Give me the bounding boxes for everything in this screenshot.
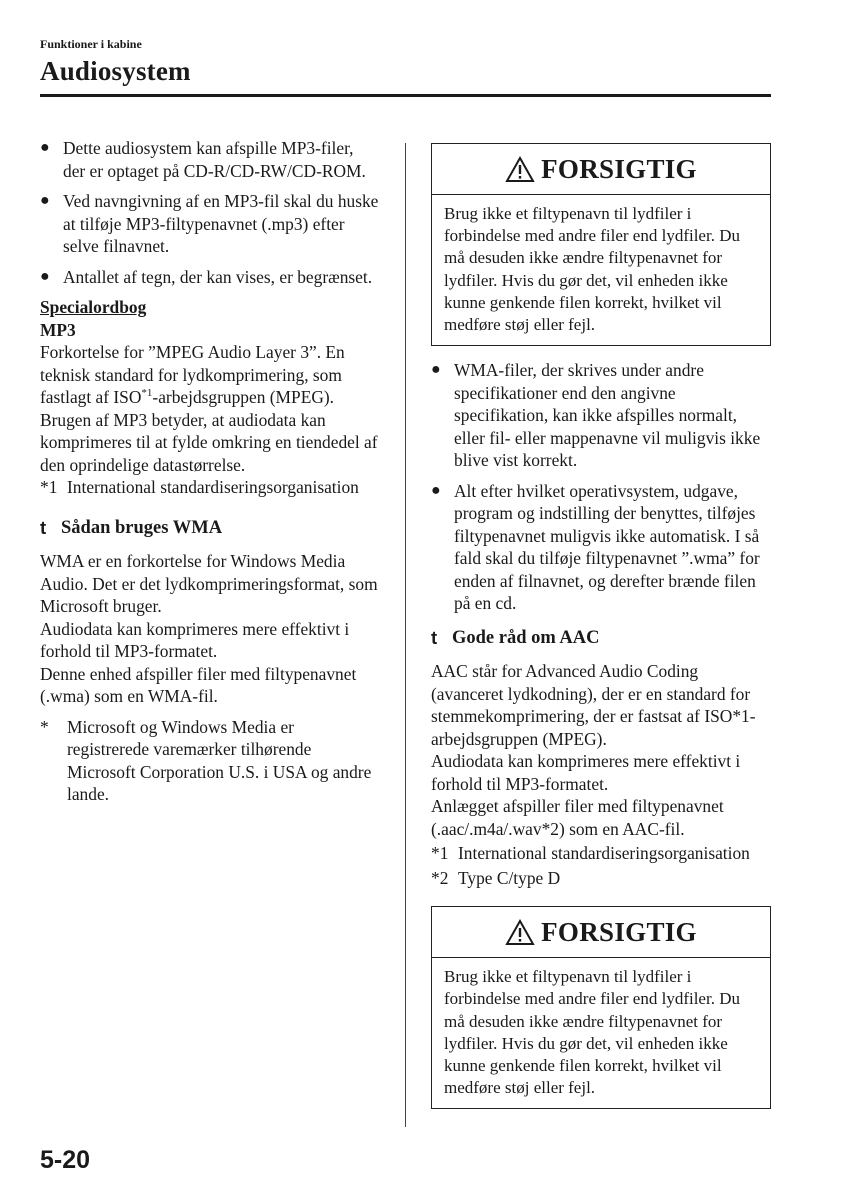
right-bullet-list	[431, 359, 771, 615]
aac-paragraph: AAC står for Advanced Audio Coding (avanceret lydkodning), der er en standard for stemmekomprimering, der er fastsat af ISO*1-arbejdsgruppen (MPEG).	[431, 661, 756, 749]
footnote-iso	[40, 476, 380, 499]
footnote-marker: *1	[40, 477, 58, 497]
caution-header	[432, 144, 770, 195]
glossary-heading: Specialordbog	[40, 297, 147, 317]
page-title: Audiosystem	[40, 56, 191, 86]
section-label: Funktioner i kabine	[40, 37, 142, 51]
caution-body	[432, 195, 770, 345]
left-column	[40, 137, 380, 806]
footnote-type	[431, 867, 771, 890]
footnote-marker: *1	[431, 843, 449, 864]
bullet-dot-icon: ●	[431, 481, 441, 499]
footnote-ref: *1	[141, 387, 153, 400]
page-number: 5-20	[40, 1146, 91, 1174]
caution-box	[431, 143, 771, 346]
list-item: ● Ved navngivning af en MP3-fil skal du huske at tilføje MP3-filtypenavnet (.mp3) efter selve filnavnet.	[40, 191, 379, 256]
footnote-iso	[431, 842, 771, 865]
list-item: ● Alt efter hvilket operativsystem, udgave, program og indstilling der benyttes, tilføjes filtypenavnet muligvis ikke automatisk. I så fald skal du tilføje filtypenavnet ”.wma” for enden af filnavnet, og derefter brænde filen på en cd.	[431, 480, 760, 614]
wma-paragraph: WMA er en forkortelse for Windows Media Audio. Det er det lydkomprimeringsformat, som Microsoft bruger.	[40, 551, 378, 616]
section-marker: t	[40, 516, 47, 538]
footnote-text: International standardiseringsorganisation	[67, 477, 359, 497]
wma-paragraph: Denne enhed afspiller filer med filtypenavnet (.wma) som en WMA-fil.	[40, 663, 357, 706]
caution-header	[432, 907, 770, 958]
title-rule	[40, 94, 771, 97]
trademark-text: Microsoft og Windows Media er registrerede varemærker tilhørende Microsoft Corporation U.S. i USA og andre lande.	[67, 716, 372, 804]
trademark-note	[40, 716, 380, 806]
bullet-dot-icon: ●	[431, 361, 441, 379]
bullet-dot-icon: ●	[40, 192, 50, 209]
footnote-marker: *	[40, 716, 49, 737]
section-marker: t	[431, 626, 438, 648]
caution-title: FORSIGTIG	[541, 916, 697, 947]
caution-text: Brug ikke et filtypenavn til lydfiler i forbindelse med andre filer end lydfiler. Du må desuden ikke ændre filtypenavnet for lydfiler. Hvis du gør det, vil enheden ikke kunne genkende filen korrekt, hvilket vil medføre støj eller fejl.	[444, 204, 740, 335]
caution-title: FORSIGTIG	[541, 153, 697, 184]
wma-section-heading: t Sådan bruges WMA	[40, 516, 223, 538]
caution-text: Brug ikke et filtypenavn til lydfiler i forbindelse med andre filer end lydfiler. Du må desuden ikke ændre filtypenavnet for lydfiler. Hvis du gør det, vil enheden ikke kunne genkende filen korrekt, hvilket vil medføre støj eller fejl.	[444, 967, 740, 1098]
bullet-dot-icon: ●	[40, 139, 50, 156]
warning-triangle-icon	[505, 919, 535, 946]
footnote-marker: *2	[431, 867, 449, 888]
footnote-text: International standardiseringsorganisation	[458, 843, 750, 864]
list-item: ● WMA-filer, der skrives under andre specifikationer end den angivne specifikation, kan ikke afspilles normalt, eller fil- eller mappenavne vil muligvis ikke blive vist korrekt.	[431, 360, 761, 471]
mp3-definition: Forkortelse for ”MPEG Audio Layer 3”. En teknisk standard for lydkomprimering, som fastlagt af ISO$^{*1}$-arbejdsgruppen (MPEG). Brugen af MP3 betyder, at audiodata kan komprimeres til at fylde omkring en tiendedel af den oprindelige datastørrelse.	[40, 342, 378, 475]
wma-paragraph: Audiodata kan komprimeres mere effektivt i forhold til MP3-formatet.	[40, 618, 350, 661]
right-column	[431, 143, 771, 1109]
caution-body	[432, 958, 770, 1108]
list-item: ● Antallet af tegn, der kan vises, er begrænset.	[40, 266, 373, 287]
aac-paragraph: Audiodata kan komprimeres mere effektivt i forhold til MP3-formatet.	[431, 751, 741, 794]
footnote-text: Type C/type D	[458, 867, 561, 888]
caution-box	[431, 906, 771, 1109]
column-divider	[405, 143, 406, 1127]
warning-triangle-icon	[505, 156, 535, 183]
aac-section-heading: t Gode råd om AAC	[431, 626, 600, 648]
list-item: ● Dette audiosystem kan afspille MP3-filer, der er optaget på CD-R/CD-RW/CD-ROM.	[40, 138, 366, 181]
mp3-heading: MP3	[40, 319, 76, 340]
left-bullet-list	[40, 137, 380, 288]
aac-paragraph: Anlægget afspiller filer med filtypenavnet (.aac/.m4a/.wav*2) som en AAC-fil.	[431, 796, 724, 839]
bullet-dot-icon: ●	[40, 267, 50, 285]
